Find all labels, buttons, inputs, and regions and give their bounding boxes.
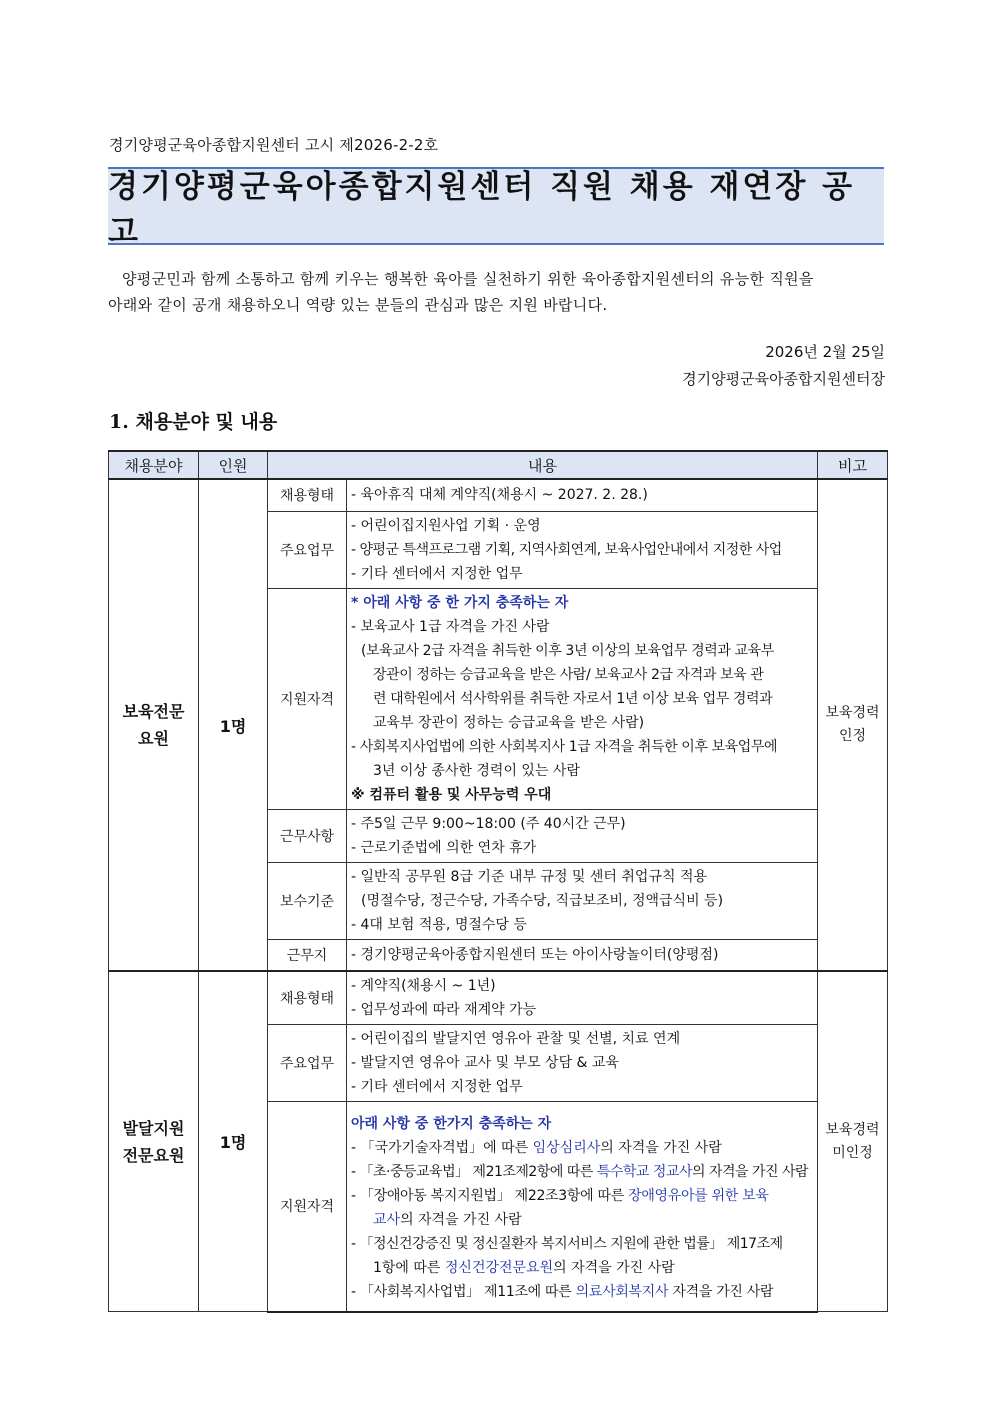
note-line: 인정 [838,728,867,744]
field-name-line: 요원 [138,729,169,748]
field-cell [109,479,199,971]
content-line: - 양평군 특색프로그램 기획, 지역사회연계, 보육사업안내에서 지정한 사업 [351,541,782,558]
category-label: 근무사항 [268,809,347,862]
header-count: 인원 [199,451,268,479]
page-title: 경기양평군육아종합지원센터 직원 채용 재연장 공고 [108,169,856,250]
content-cell [347,479,818,511]
content-line: - 4대 보험 적용, 명절수당 등 [351,916,527,933]
content-line: 교육부 장관이 정하는 승급교육을 받은 사람) [373,714,645,731]
qualification-item: - 「정신건강증진 및 정신질환자 복지서비스 지원에 관한 법률」 제17조제 [351,1236,783,1253]
content-cell [347,588,818,809]
content-line: - 경기양평군육아종합지원센터 또는 아이사랑놀이터(양평점) [351,946,719,963]
note-cell [818,971,888,1312]
content-line: - 어린이집의 발달지연 영유아 관찰 및 선별, 치료 연계 [351,1031,681,1047]
field-name-line: 발달지원 [122,1118,185,1138]
intro-paragraph [108,266,886,318]
header-note: 비고 [818,451,888,479]
content-line: 련 대학원에서 석사학위를 취득한 자로서 1년 이상 보육 업무 경력과 [373,690,773,707]
qualification-item: - 「초·중등교육법」 제21조제2항에 따른 특수학교 정교사의 자격을 가진 사람 [351,1164,809,1181]
content-line: - 발달지연 영유아 교사 및 부모 상담 & 교육 [351,1055,619,1071]
table-row [109,479,888,511]
notice-number: 경기양평군육아종합지원센터 고시 제2026-2-2호 [109,136,439,154]
content-line: - 사회복지사업법에 의한 사회복지사 1급 자격을 취득한 이후 보육업무에 [351,738,778,755]
table-row [109,971,888,1025]
category-label: 근무지 [268,939,347,971]
notice-date: 2026년 2월 25일 [765,343,885,361]
category-label: 주요업무 [268,511,347,588]
qualification-item: - 「장애아동 복지지원법」 제22조3항에 따른 장애영유아를 위한 보육 [351,1188,769,1205]
qualification-item-cont: 교사의 자격을 가진 사람 [373,1212,522,1229]
category-label: 주요업무 [268,1025,347,1102]
intro-line-2: 아래와 같이 공개 채용하오니 역량 있는 분들의 관심과 많은 지원 바랍니다. [108,296,608,314]
category-label: 채용형태 [268,479,347,511]
content-line: - 업무성과에 따라 재계약 가능 [351,1002,537,1018]
recruitment-table [108,450,888,1313]
field-name-line: 전문요원 [122,1145,185,1165]
content-line: 3년 이상 종사한 경력이 있는 사람 [373,762,580,779]
content-line: - 주5일 근무 9:00~18:00 (주 40시간 근무) [351,815,626,832]
intro-line-1: 양평군민과 함께 소통하고 함께 키우는 행복한 육아를 실천하기 위한 육아종합지원센터의 유능한 직원을 [122,270,814,288]
qualification-heading: 아래 사항 중 한가지 충족하는 자 [351,1116,552,1133]
qualification-item-cont: 1항에 따른 정신건강전문요원의 자격을 가진 사람 [373,1260,675,1277]
content-line: - 어린이집지원사업 기획 · 운영 [351,517,541,534]
table-header-row [109,451,888,479]
note-cell [818,479,888,971]
preference-note: ※ 컴퓨터 활용 및 사무능력 우대 [351,786,552,803]
content-cell [347,1025,818,1102]
qualification-item: - 「국가기술자격법」에 따른 임상심리사의 자격을 가진 사람 [351,1140,722,1157]
category-label: 채용형태 [268,971,347,1025]
count-cell: 1명 [199,479,268,971]
content-line: - 육아휴직 대체 계약직(채용시 ~ 2027. 2. 28.) [351,487,648,504]
qualification-item: - 「사회복지사업법」 제11조에 따른 의료사회복지사 자격을 가진 사람 [351,1284,774,1301]
title-banner [108,167,884,250]
note-line: 보육경력 [825,705,880,721]
content-line: - 기타 센터에서 지정한 업무 [351,565,523,582]
category-label: 지원자격 [268,588,347,809]
qualification-heading: * 아래 사항 중 한 가지 충족하는 자 [351,594,569,611]
header-content: 내용 [268,451,818,479]
content-line: - 보육교사 1급 자격을 가진 사람 [351,618,550,635]
content-cell [347,1102,818,1312]
field-cell [109,971,199,1312]
header-field: 채용분야 [109,451,199,479]
content-cell [347,971,818,1025]
content-line: (명절수당, 정근수당, 가족수당, 직급보조비, 정액급식비 등) [361,892,724,909]
note-line: 보육경력 [825,1121,880,1138]
category-label: 지원자격 [268,1102,347,1312]
content-cell [347,511,818,588]
content-line: - 일반직 공무원 8급 기준 내부 규정 및 센터 취업규칙 적용 [351,868,707,885]
field-name-line: 보육전문 [122,702,185,721]
section-heading: 1. 채용분야 및 내용 [109,411,278,433]
content-line: - 기타 센터에서 지정한 업무 [351,1079,523,1095]
content-cell [347,939,818,971]
content-line: - 계약직(채용시 ~ 1년) [351,978,496,994]
count-cell: 1명 [199,971,268,1312]
content-line: 장관이 정하는 승급교육을 받은 사람/ 보육교사 2급 자격과 보육 관 [373,666,764,683]
note-line: 미인정 [832,1144,873,1161]
issuer: 경기양평군육아종합지원센터장 [682,370,885,388]
content-cell [347,809,818,862]
content-line: - 근로기준법에 의한 연차 휴가 [351,839,537,856]
content-line: (보육교사 2급 자격을 취득한 이후 3년 이상의 보육업무 경력과 교육부 [361,642,774,659]
content-cell [347,862,818,939]
category-label: 보수기준 [268,862,347,939]
